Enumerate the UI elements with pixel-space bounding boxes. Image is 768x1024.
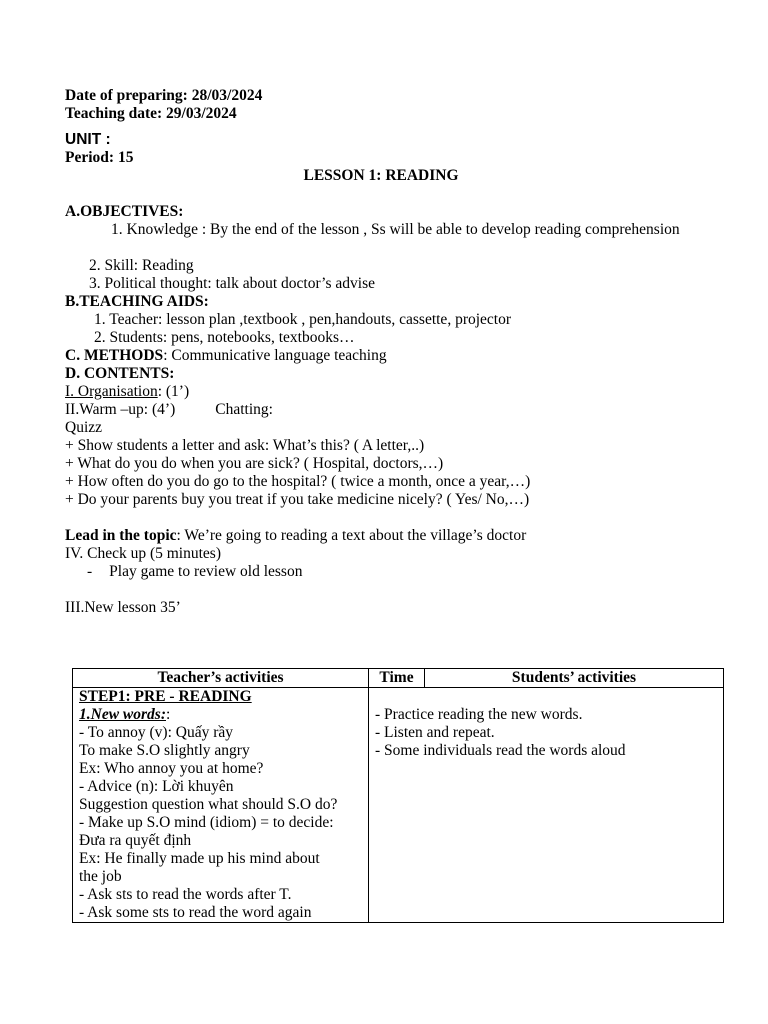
teacher-line: To make S.O slightly angry (79, 742, 250, 759)
teacher-line: Suggestion question what should S.O do? (79, 796, 338, 813)
teacher-line: - Advice (n): Lời khuyên (79, 778, 234, 795)
teacher-line: - Ask sts to read the words after T. (79, 886, 292, 903)
checkup-item: Play game to review old lesson (109, 563, 303, 580)
objective-knowledge: 1. Knowledge : By the end of the lesson , Ss will be able to develop reading comprehension (111, 221, 680, 238)
table-row (73, 688, 724, 923)
teacher-line: - Ask some sts to read the word again (79, 904, 312, 921)
new-words-colon: : (165, 706, 171, 723)
methods-line (65, 347, 697, 365)
period-label: Period: 15 (65, 149, 134, 166)
teacher-line: Ex: He finally made up his mind about (79, 850, 320, 867)
objective-political: 3. Political thought: talk about doctor’s advise (89, 275, 375, 292)
contents-heading: D. CONTENTS: (65, 365, 175, 382)
lead-in-label: Lead in the topic (65, 527, 177, 544)
checkup-dash: - (87, 563, 93, 580)
teacher-line: the job (79, 868, 122, 885)
table-header-row (73, 669, 724, 688)
methods-text: : Communicative language teaching (163, 347, 387, 364)
warmup-label: II.Warm –up: (4’) (65, 401, 176, 418)
question-2: + What do you do when you are sick? ( Hospital, doctors,…) (65, 455, 444, 472)
teaching-date: Teaching date: 29/03/2024 (65, 105, 237, 122)
teacher-line: Ex: Who annoy you at home? (79, 760, 264, 777)
new-lesson-heading: III.New lesson 35’ (65, 599, 181, 616)
teacher-line: - Make up S.O mind (idiom) = to decide: (79, 814, 334, 831)
header-students-activities: Students’ activities (425, 669, 724, 688)
objective-skill: 2. Skill: Reading (89, 257, 194, 274)
organisation-time: : (1’) (157, 383, 190, 400)
teacher-line: - To annoy (v): Quấy rầy (79, 724, 234, 741)
checkup-item-line (65, 563, 697, 581)
unit-label: UNIT : (65, 131, 111, 148)
teaching-aids-teacher: 1. Teacher: lesson plan ,textbook , pen,handouts, cassette, projector (94, 311, 512, 328)
objectives-heading: A.OBJECTIVES: (65, 203, 184, 220)
question-4: + Do your parents buy you treat if you take medicine nicely? ( Yes/ No,…) (65, 491, 530, 508)
teacher-activities-cell (73, 688, 369, 923)
new-words-heading: 1.New words: (79, 706, 166, 723)
student-line: - Some individuals read the words aloud (375, 742, 626, 759)
organisation-label: I. Organisation (65, 383, 158, 400)
question-1: + Show students a letter and ask: What’s this? ( A letter,..) (65, 437, 425, 454)
student-line: - Practice reading the new words. (375, 706, 583, 723)
warmup-line (65, 401, 697, 419)
activities-table (72, 668, 724, 923)
teaching-aids-heading: B.TEACHING AIDS: (65, 293, 209, 310)
chatting-label: Chatting: (215, 401, 273, 418)
lead-in-text: : We’re going to reading a text about the village’s doctor (176, 527, 527, 544)
header-teacher-activities: Teacher’s activities (73, 669, 369, 688)
lesson-title: LESSON 1: READING (303, 167, 459, 184)
teacher-line: Đưa ra quyết định (79, 832, 192, 849)
lesson-plan-page (65, 87, 697, 617)
students-activities-cell (369, 688, 724, 923)
question-3: + How often do you do go to the hospital? ( twice a month, once a year,…) (65, 473, 531, 490)
checkup-heading: IV. Check up (5 minutes) (65, 545, 221, 562)
organisation-line (65, 383, 697, 401)
header-time: Time (369, 669, 425, 688)
new-words-line (79, 706, 362, 724)
lead-in-line (65, 527, 697, 545)
methods-label: C. METHODS (65, 347, 164, 364)
date-preparing: Date of preparing: 28/03/2024 (65, 87, 263, 104)
teaching-aids-students: 2. Students: pens, notebooks, textbooks… (94, 329, 355, 346)
quizz-label: Quizz (65, 419, 103, 436)
step-heading: STEP1: PRE - READING (79, 688, 252, 705)
student-line: - Listen and repeat. (375, 724, 495, 741)
